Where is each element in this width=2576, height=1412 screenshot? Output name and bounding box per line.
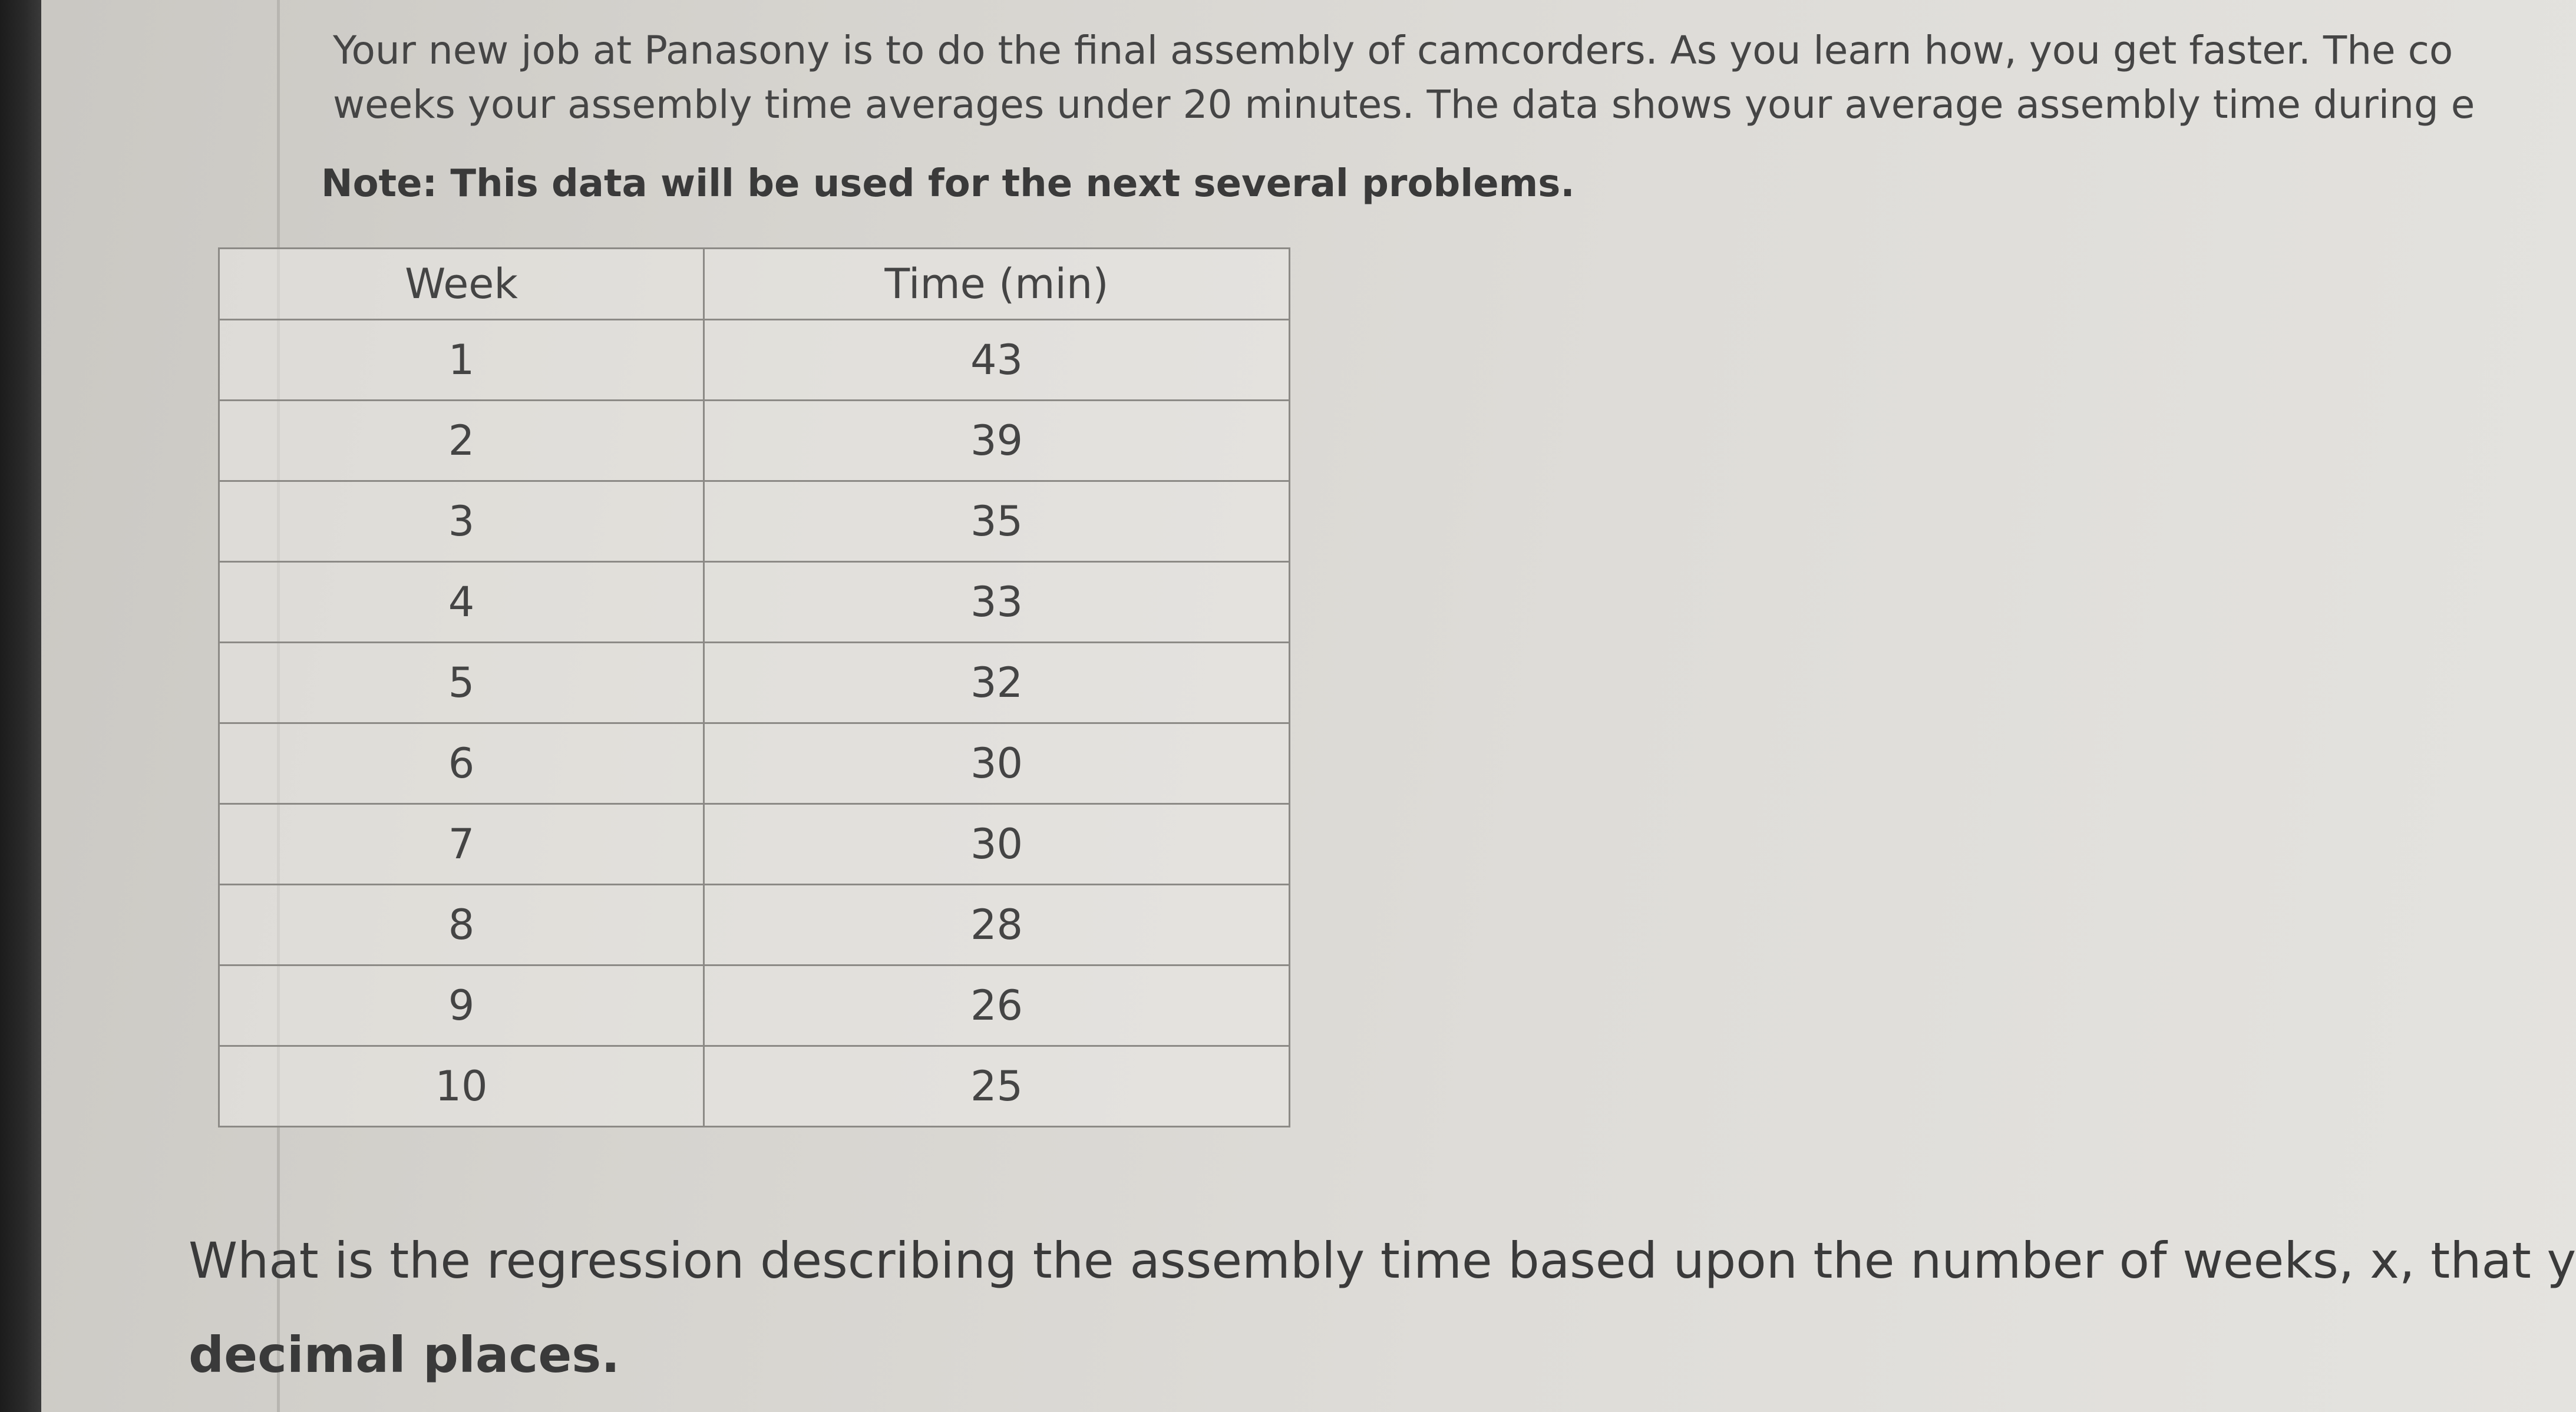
table-row — [219, 804, 1290, 885]
question-line-2: decimal places. — [189, 1326, 620, 1384]
time-cell: 30 — [704, 723, 1290, 804]
time-cell: 26 — [704, 965, 1290, 1046]
table-row — [219, 885, 1290, 965]
week-cell: 5 — [219, 643, 704, 723]
time-cell: 35 — [704, 481, 1290, 562]
time-cell: 28 — [704, 885, 1290, 965]
prompt-line-2: weeks your assembly time averages under 20 minutes. The data shows your average assembly time during e — [333, 82, 2475, 127]
table-row — [219, 965, 1290, 1046]
table-row — [219, 643, 1290, 723]
screen-bezel — [0, 0, 41, 1412]
table-row — [219, 481, 1290, 562]
column-header-week: Week — [219, 249, 704, 320]
data-table — [218, 247, 1290, 1127]
data-note: Note: This data will be used for the next several problems. — [321, 162, 1575, 206]
table-row — [219, 401, 1290, 481]
week-cell: 10 — [219, 1046, 704, 1127]
week-cell: 1 — [219, 320, 704, 401]
prompt-line-1: Your new job at Panasony is to do the final assembly of camcorders. As you learn how, you get faster. The co — [333, 28, 2453, 73]
time-cell: 39 — [704, 401, 1290, 481]
problem-prompt — [333, 24, 2475, 132]
table-row — [219, 1046, 1290, 1127]
table-header-row — [219, 249, 1290, 320]
time-cell: 30 — [704, 804, 1290, 885]
week-cell: 4 — [219, 562, 704, 643]
week-cell: 9 — [219, 965, 704, 1046]
time-cell: 25 — [704, 1046, 1290, 1127]
week-cell: 6 — [219, 723, 704, 804]
week-cell: 7 — [219, 804, 704, 885]
week-cell: 8 — [219, 885, 704, 965]
time-cell: 32 — [704, 643, 1290, 723]
table-row — [219, 723, 1290, 804]
week-cell: 2 — [219, 401, 704, 481]
table-row — [219, 320, 1290, 401]
question-line-1: What is the regression describing the assembly time based upon the number of weeks, x, that y — [189, 1232, 2576, 1289]
week-cell: 3 — [219, 481, 704, 562]
table-row — [219, 562, 1290, 643]
regression-question — [189, 1213, 2576, 1402]
column-header-time: Time (min) — [704, 249, 1290, 320]
time-cell: 33 — [704, 562, 1290, 643]
time-cell: 43 — [704, 320, 1290, 401]
